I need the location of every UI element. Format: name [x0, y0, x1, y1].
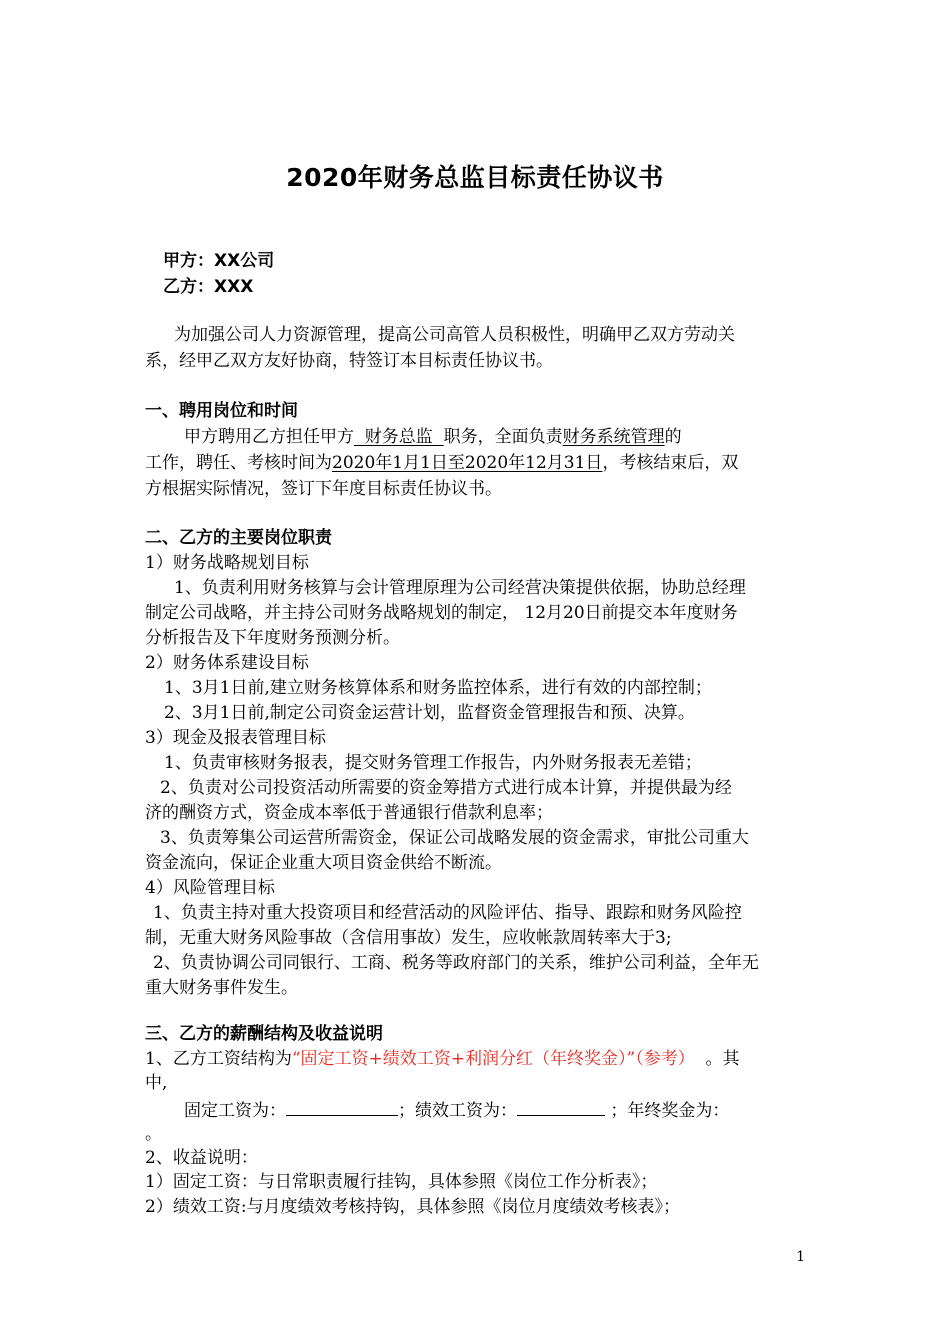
income-note: 2、收益说明：: [145, 1148, 258, 1168]
income-note: 2）绩效工资:与月度绩效考核持钩，具体参照《岗位月度绩效考核表》；: [145, 1197, 681, 1217]
text: 工作，聘任、考核时间为: [145, 453, 332, 473]
party-a: 甲方：XX公司: [163, 251, 275, 271]
duty-item: 1、负责审核财务报表，提交财务管理工作报告，内外财务报表无差错；: [164, 753, 702, 773]
text: 1、乙方工资结构为: [145, 1049, 292, 1069]
salary-structure-line: 中,: [145, 1073, 168, 1093]
text: 甲方聘用乙方担任甲方: [184, 427, 354, 447]
performance-salary-blank[interactable]: [517, 1099, 605, 1116]
duty-item: 3、负责筹集公司运营所需资金，保证公司战略发展的资金需求，审批公司重大: [160, 828, 749, 848]
position-field: 财务总监: [354, 427, 444, 447]
text: 职务，全面负责: [443, 427, 563, 447]
text: ，考核结束后，双: [602, 453, 739, 473]
section-1-heading: 一、聘用岗位和时间: [145, 401, 298, 421]
duty-item: 1、负责利用财务核算与会计管理原理为公司经营决策提供依据，协助总经理: [174, 578, 746, 598]
income-note: 1）固定工资：与日常职责履行挂钩，具体参照《岗位工作分析表》；: [145, 1172, 658, 1192]
duty-item: 2、3月1日前,制定公司资金运营计划，监督资金管理报告和预、决算。: [164, 703, 695, 723]
document-title: 2020年财务总监目标责任协议书: [286, 163, 664, 192]
duty-item: 重大财务事件发生。: [145, 978, 298, 998]
duty-item: 2、负责协调公司同银行、工商、税务等政府部门的关系，维护公司利益，全年无: [153, 953, 759, 973]
duty-item: 1、负责主持对重大投资项目和经营活动的风险评估、指导、跟踪和财务风险控: [153, 903, 742, 923]
duty-item: 资金流向，保证企业重大项目资金供给不断流。: [145, 853, 502, 873]
period-field: 2020年1月1日至2020年12月31日: [332, 453, 603, 473]
text: ；年终奖金为：: [605, 1101, 730, 1121]
duty-item: 制定公司战略，并主持公司财务战略规划的制定， 12月20日前提交本年度财务: [145, 603, 738, 623]
subsection-title: 2）财务体系建设目标: [145, 653, 309, 673]
fixed-salary-blank[interactable]: [286, 1099, 398, 1116]
text: 。其: [694, 1049, 740, 1069]
text: ；绩效工资为：: [398, 1101, 517, 1121]
text: 固定工资为：: [184, 1101, 286, 1121]
section-1-line: [145, 453, 738, 473]
duty-item: 济的酬资方式，资金成本率低于普通银行借款利息率；: [145, 803, 553, 823]
party-b: 乙方：XXX: [163, 277, 254, 297]
text: 的: [664, 427, 682, 447]
section-3-heading: 三、乙方的薪酬结构及收益说明: [145, 1024, 383, 1044]
salary-fields-line: [184, 1099, 729, 1121]
duty-item: 1、3月1日前,建立财务核算体系和财务监控体系，进行有效的内部控制；: [164, 678, 712, 698]
section-1-line: [184, 427, 682, 447]
section-1-line: 方根据实际情况，签订下年度目标责任协议书。: [145, 479, 502, 499]
subsection-title: 1）财务战略规划目标: [145, 553, 309, 573]
duty-item: 2、负责对公司投资活动所需要的资金筹措方式进行成本计算，并提供最为经: [160, 778, 732, 798]
salary-structure-highlight: “固定工资+绩效工资+利润分红（年终奖金）”（参考）: [291, 1049, 695, 1069]
page-number: 1: [796, 1249, 805, 1265]
subsection-title: 3）现金及报表管理目标: [145, 728, 326, 748]
intro-line: 为加强公司人力资源管理，提高公司高管人员积极性，明确甲乙双方劳动关: [174, 325, 735, 345]
subsection-title: 4）风险管理目标: [145, 878, 275, 898]
salary-structure-line: [145, 1049, 740, 1069]
duty-item: 分析报告及下年度财务预测分析。: [145, 628, 400, 648]
salary-fields-end: 。: [145, 1124, 162, 1144]
section-2-heading: 二、乙方的主要岗位职责: [145, 528, 332, 548]
scope-field: 财务系统管理: [562, 427, 665, 447]
duty-item: 制，无重大财务风险事故（含信用事故）发生，应收帐款周转率大于3;: [145, 928, 672, 948]
intro-line: 系，经甲乙双方友好协商，特签订本目标责任协议书。: [145, 351, 553, 371]
